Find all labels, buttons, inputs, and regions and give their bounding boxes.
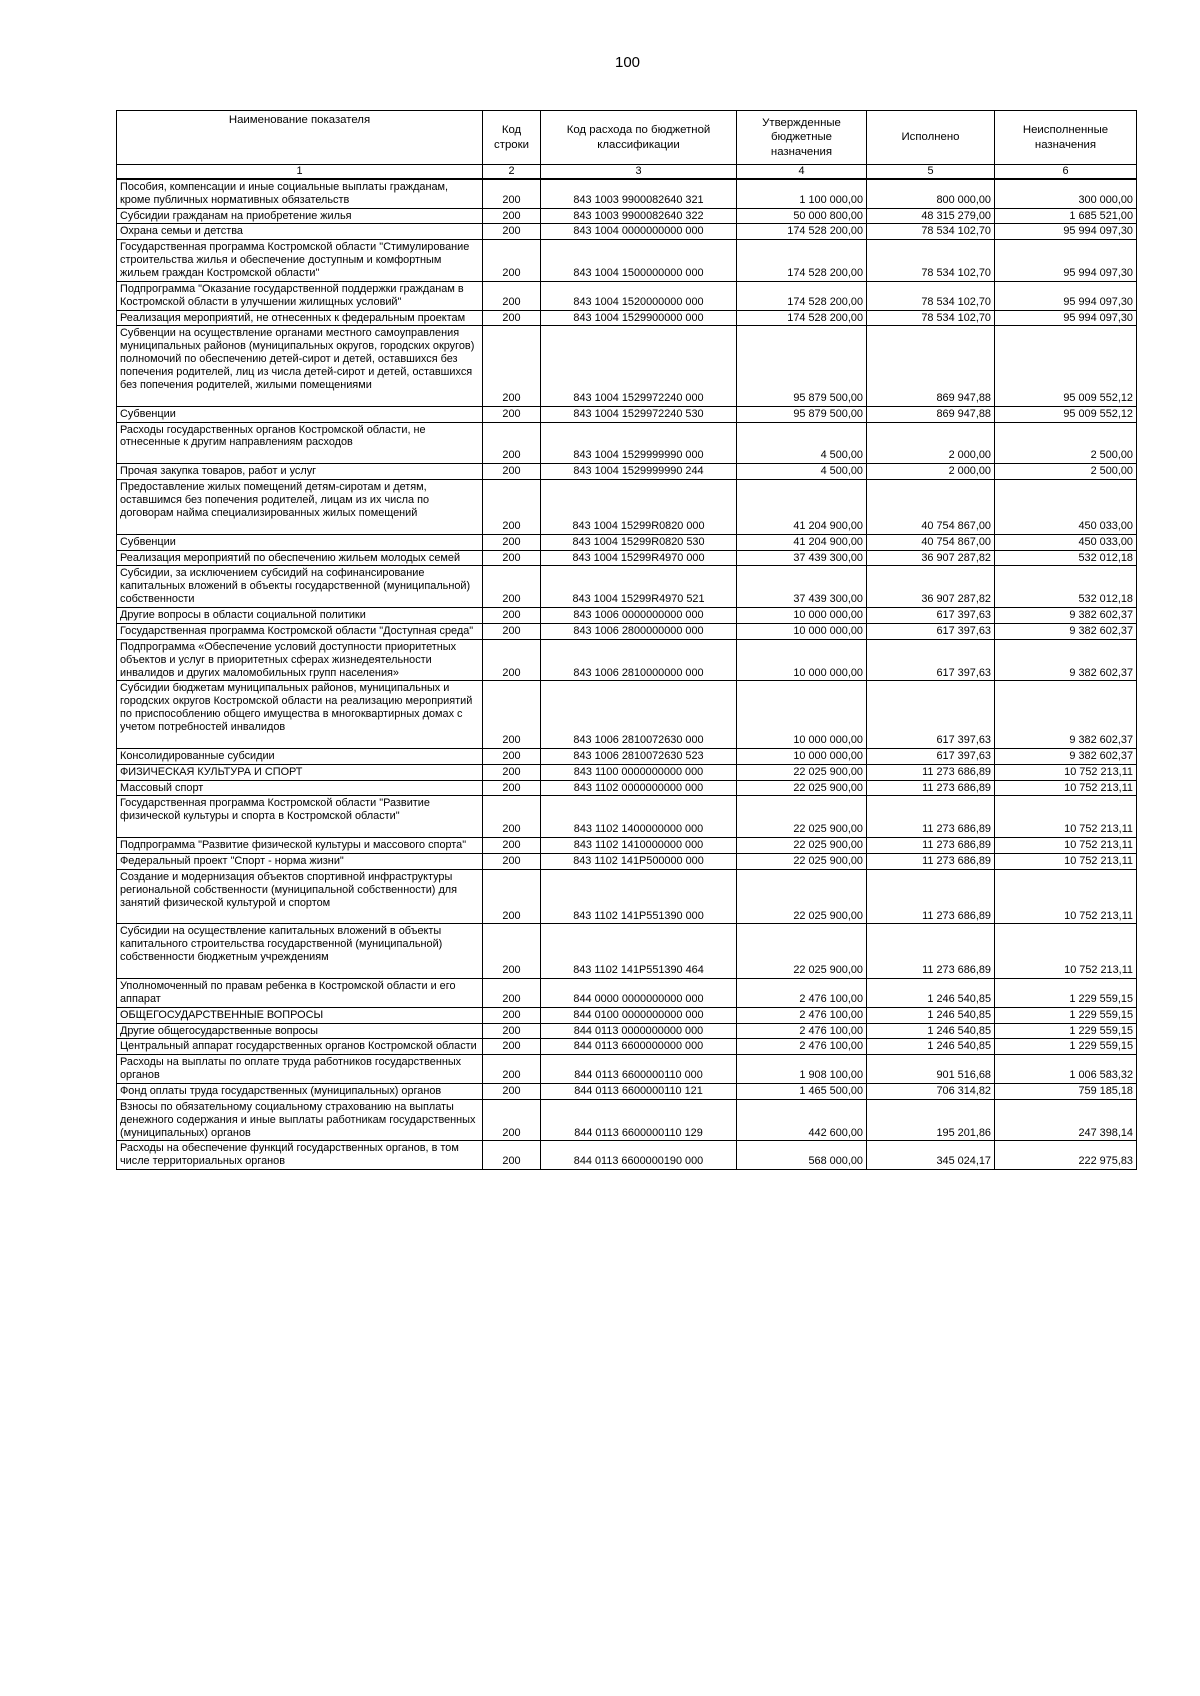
row-unexecuted-amount: 1 229 559,15 [995,1039,1137,1055]
row-approved-amount: 442 600,00 [737,1099,867,1141]
row-executed-amount: 617 397,63 [867,639,995,681]
row-unexecuted-amount: 9 382 602,37 [995,639,1137,681]
row-line-code: 200 [483,480,541,535]
table-row [117,422,1137,464]
row-line-code: 200 [483,681,541,748]
row-name: Пособия, компенсации и иные социальные выплаты гражданам, кроме публичных нормативных обязательств [117,179,483,208]
row-unexecuted-amount: 10 752 213,11 [995,796,1137,838]
row-expense-code: 844 0113 6600000110 000 [541,1055,737,1084]
row-name: Государственная программа Костромской области "Стимулирование строительства жилья и обеспечение доступным и комфортным жильем граждан Костромской области" [117,240,483,282]
row-name: Реализация мероприятий, не отнесенных к федеральным проектам [117,310,483,326]
row-approved-amount: 1 908 100,00 [737,1055,867,1084]
row-approved-amount: 4 500,00 [737,422,867,464]
table-row [117,550,1137,566]
table-row [117,978,1137,1007]
row-approved-amount: 10 000 000,00 [737,623,867,639]
row-expense-code: 843 1006 2810072630 000 [541,681,737,748]
header-executed: Исполнено [867,111,995,165]
row-unexecuted-amount: 450 033,00 [995,534,1137,550]
table-row [117,623,1137,639]
row-approved-amount: 22 025 900,00 [737,853,867,869]
row-approved-amount: 2 476 100,00 [737,978,867,1007]
column-number: 5 [867,165,995,179]
row-executed-amount: 195 201,86 [867,1099,995,1141]
row-approved-amount: 22 025 900,00 [737,924,867,979]
table-row [117,566,1137,608]
row-expense-code: 844 0100 0000000000 000 [541,1007,737,1023]
row-executed-amount: 11 273 686,89 [867,780,995,796]
row-name: Субсидии, за исключением субсидий на софинансирование капитальных вложений в объекты государственной (муниципальной) собственности [117,566,483,608]
row-approved-amount: 2 476 100,00 [737,1039,867,1055]
row-line-code: 200 [483,838,541,854]
row-approved-amount: 174 528 200,00 [737,281,867,310]
row-unexecuted-amount: 95 994 097,30 [995,224,1137,240]
row-line-code: 200 [483,796,541,838]
row-approved-amount: 41 204 900,00 [737,534,867,550]
row-unexecuted-amount: 10 752 213,11 [995,924,1137,979]
row-executed-amount: 800 000,00 [867,179,995,208]
table-row [117,464,1137,480]
row-line-code: 200 [483,240,541,282]
row-line-code: 200 [483,224,541,240]
row-line-code: 200 [483,764,541,780]
row-approved-amount: 37 439 300,00 [737,550,867,566]
row-line-code: 200 [483,924,541,979]
row-name: Предоставление жилых помещений детям-сиротам и детям, оставшимся без попечения родителей, лицам из их числа по договорам найма специализированных жилых помещений [117,480,483,535]
row-approved-amount: 2 476 100,00 [737,1023,867,1039]
row-expense-code: 843 1102 141P551390 464 [541,924,737,979]
row-executed-amount: 11 273 686,89 [867,853,995,869]
row-expense-code: 844 0113 6600000110 121 [541,1083,737,1099]
row-executed-amount: 11 273 686,89 [867,838,995,854]
row-executed-amount: 78 534 102,70 [867,281,995,310]
row-unexecuted-amount: 10 752 213,11 [995,853,1137,869]
row-name: Подпрограмма «Обеспечение условий доступности приоритетных объектов и услуг в приоритетных сферах жизнедеятельности инвалидов и других маломобильных групп населения» [117,639,483,681]
row-expense-code: 843 1102 0000000000 000 [541,780,737,796]
row-expense-code: 844 0113 6600000190 000 [541,1141,737,1170]
row-executed-amount: 36 907 287,82 [867,550,995,566]
row-executed-amount: 78 534 102,70 [867,240,995,282]
row-executed-amount: 11 273 686,89 [867,796,995,838]
row-approved-amount: 95 879 500,00 [737,326,867,406]
row-line-code: 200 [483,208,541,224]
row-name: Субсидии бюджетам муниципальных районов, муниципальных и городских округов Костромской области на реализацию мероприятий по приспособлению общего имущества в многоквартирных домах с учетом потребностей инвалидов [117,681,483,748]
table-row [117,281,1137,310]
row-approved-amount: 22 025 900,00 [737,764,867,780]
row-line-code: 200 [483,281,541,310]
row-executed-amount: 706 314,82 [867,1083,995,1099]
row-unexecuted-amount: 10 752 213,11 [995,838,1137,854]
row-name: Создание и модернизация объектов спортивной инфраструктуры региональной собственности (муниципальной собственности) для занятий физической культурой и спортом [117,869,483,924]
row-unexecuted-amount: 247 398,14 [995,1099,1137,1141]
table-row [117,681,1137,748]
table-body [117,179,1137,1170]
row-approved-amount: 174 528 200,00 [737,310,867,326]
table-row [117,748,1137,764]
budget-execution-table [116,110,1137,1170]
row-unexecuted-amount: 10 752 213,11 [995,780,1137,796]
row-line-code: 200 [483,464,541,480]
page-number: 100 [614,54,641,71]
row-expense-code: 843 1004 1500000000 000 [541,240,737,282]
row-approved-amount: 10 000 000,00 [737,681,867,748]
row-executed-amount: 345 024,17 [867,1141,995,1170]
table-row [117,179,1137,208]
row-expense-code: 843 1003 9900082640 322 [541,208,737,224]
row-executed-amount: 78 534 102,70 [867,224,995,240]
row-name: Центральный аппарат государственных органов Костромской области [117,1039,483,1055]
row-executed-amount: 1 246 540,85 [867,978,995,1007]
row-name: Взносы по обязательному социальному страхованию на выплаты денежного содержания и иные выплаты работникам государственных (муниципальных) органов [117,1099,483,1141]
header-name: Наименование показателя [117,111,483,165]
row-expense-code: 843 1102 1400000000 000 [541,796,737,838]
row-expense-code: 843 1004 15299R0820 530 [541,534,737,550]
row-executed-amount: 901 516,68 [867,1055,995,1084]
row-expense-code: 843 1004 1520000000 000 [541,281,737,310]
row-executed-amount: 78 534 102,70 [867,310,995,326]
table-row [117,224,1137,240]
row-line-code: 200 [483,639,541,681]
row-name: ФИЗИЧЕСКАЯ КУЛЬТУРА И СПОРТ [117,764,483,780]
column-number: 1 [117,165,483,179]
row-unexecuted-amount: 10 752 213,11 [995,869,1137,924]
row-executed-amount: 1 246 540,85 [867,1023,995,1039]
row-name: Расходы на обеспечение функций государственных органов, в том числе территориальных органов [117,1141,483,1170]
row-name: Консолидированные субсидии [117,748,483,764]
row-expense-code: 844 0113 6600000000 000 [541,1039,737,1055]
row-line-code: 200 [483,1055,541,1084]
row-executed-amount: 48 315 279,00 [867,208,995,224]
row-unexecuted-amount: 300 000,00 [995,179,1137,208]
table-row [117,639,1137,681]
table-header-row [117,111,1137,165]
row-unexecuted-amount: 1 685 521,00 [995,208,1137,224]
row-unexecuted-amount: 95 009 552,12 [995,326,1137,406]
row-expense-code: 843 1003 9900082640 321 [541,179,737,208]
row-executed-amount: 11 273 686,89 [867,924,995,979]
table-row [117,534,1137,550]
row-approved-amount: 1 100 000,00 [737,179,867,208]
row-executed-amount: 2 000,00 [867,464,995,480]
row-unexecuted-amount: 1 229 559,15 [995,1023,1137,1039]
header-unexecuted: Неисполненные назначения [995,111,1137,165]
header-approved: Утвержденные бюджетные назначения [737,111,867,165]
row-name: Подпрограмма "Оказание государственной поддержки гражданам в Костромской области в улучшении жилищных условий" [117,281,483,310]
row-expense-code: 843 1102 1410000000 000 [541,838,737,854]
row-line-code: 200 [483,1007,541,1023]
row-approved-amount: 2 476 100,00 [737,1007,867,1023]
row-unexecuted-amount: 95 994 097,30 [995,240,1137,282]
row-unexecuted-amount: 532 012,18 [995,550,1137,566]
row-name: Реализация мероприятий по обеспечению жильем молодых семей [117,550,483,566]
table-row [117,853,1137,869]
row-expense-code: 843 1004 15299R4970 521 [541,566,737,608]
row-line-code: 200 [483,422,541,464]
row-expense-code: 843 1006 0000000000 000 [541,608,737,624]
row-executed-amount: 1 246 540,85 [867,1007,995,1023]
table-row [117,764,1137,780]
row-unexecuted-amount: 2 500,00 [995,422,1137,464]
row-approved-amount: 1 465 500,00 [737,1083,867,1099]
row-approved-amount: 10 000 000,00 [737,748,867,764]
row-expense-code: 843 1100 0000000000 000 [541,764,737,780]
row-executed-amount: 617 397,63 [867,608,995,624]
row-name: Фонд оплаты труда государственных (муниципальных) органов [117,1083,483,1099]
table-row [117,406,1137,422]
table-row [117,1007,1137,1023]
row-name: Подпрограмма "Развитие физической культуры и массового спорта" [117,838,483,854]
row-executed-amount: 1 246 540,85 [867,1039,995,1055]
row-executed-amount: 40 754 867,00 [867,534,995,550]
row-name: Субсидии гражданам на приобретение жилья [117,208,483,224]
row-name: Прочая закупка товаров, работ и услуг [117,464,483,480]
row-executed-amount: 40 754 867,00 [867,480,995,535]
row-executed-amount: 617 397,63 [867,623,995,639]
row-name: Охрана семьи и детства [117,224,483,240]
table-row [117,838,1137,854]
row-line-code: 200 [483,1023,541,1039]
table-row [117,1055,1137,1084]
row-line-code: 200 [483,566,541,608]
row-executed-amount: 36 907 287,82 [867,566,995,608]
row-unexecuted-amount: 1 006 583,32 [995,1055,1137,1084]
row-unexecuted-amount: 9 382 602,37 [995,608,1137,624]
column-number: 3 [541,165,737,179]
row-approved-amount: 95 879 500,00 [737,406,867,422]
table-row [117,208,1137,224]
row-name: Субвенции [117,534,483,550]
row-unexecuted-amount: 9 382 602,37 [995,623,1137,639]
row-line-code: 200 [483,1083,541,1099]
row-name: Другие общегосударственные вопросы [117,1023,483,1039]
row-approved-amount: 22 025 900,00 [737,796,867,838]
row-approved-amount: 10 000 000,00 [737,608,867,624]
row-expense-code: 843 1004 1529972240 000 [541,326,737,406]
row-line-code: 200 [483,623,541,639]
row-line-code: 200 [483,179,541,208]
row-approved-amount: 41 204 900,00 [737,480,867,535]
row-expense-code: 843 1004 0000000000 000 [541,224,737,240]
row-line-code: 200 [483,1141,541,1170]
row-expense-code: 843 1006 2800000000 000 [541,623,737,639]
row-name: Субсидии на осуществление капитальных вложений в объекты капитального строительства государственной (муниципальной) собственности бюджетным учреждениям [117,924,483,979]
row-expense-code: 843 1004 15299R0820 000 [541,480,737,535]
row-line-code: 200 [483,978,541,1007]
table-row [117,240,1137,282]
row-approved-amount: 22 025 900,00 [737,838,867,854]
column-number-row [117,165,1137,179]
row-line-code: 200 [483,534,541,550]
row-name: Государственная программа Костромской области "Развитие физической культуры и спорта в Костромской области" [117,796,483,838]
row-line-code: 200 [483,608,541,624]
row-name: Расходы на выплаты по оплате труда работников государственных органов [117,1055,483,1084]
row-name: Субвенции на осуществление органами местного самоуправления муниципальных районов (муниципальных округов, городских округов) полномочий по обеспечению детей-сирот и детей, оставшихся без попечения родителей, лиц из числа детей-сирот и детей, оставшихся без попечения родителей, жилыми помещениями [117,326,483,406]
row-approved-amount: 22 025 900,00 [737,780,867,796]
row-name: Расходы государственных органов Костромской области, не отнесенные к другим направлениям расходов [117,422,483,464]
row-name: Массовый спорт [117,780,483,796]
header-line-code: Код строки [483,111,541,165]
row-expense-code: 844 0113 0000000000 000 [541,1023,737,1039]
table-row [117,310,1137,326]
row-line-code: 200 [483,853,541,869]
row-approved-amount: 568 000,00 [737,1141,867,1170]
row-unexecuted-amount: 95 994 097,30 [995,281,1137,310]
table-row [117,924,1137,979]
row-unexecuted-amount: 95 994 097,30 [995,310,1137,326]
row-name: Субвенции [117,406,483,422]
row-approved-amount: 4 500,00 [737,464,867,480]
row-approved-amount: 174 528 200,00 [737,224,867,240]
row-expense-code: 843 1102 141P551390 000 [541,869,737,924]
row-unexecuted-amount: 1 229 559,15 [995,1007,1137,1023]
row-unexecuted-amount: 10 752 213,11 [995,764,1137,780]
column-number: 6 [995,165,1137,179]
row-executed-amount: 617 397,63 [867,681,995,748]
row-executed-amount: 2 000,00 [867,422,995,464]
table-row [117,796,1137,838]
row-executed-amount: 617 397,63 [867,748,995,764]
row-executed-amount: 11 273 686,89 [867,869,995,924]
row-unexecuted-amount: 450 033,00 [995,480,1137,535]
row-line-code: 200 [483,326,541,406]
row-line-code: 200 [483,748,541,764]
row-line-code: 200 [483,1039,541,1055]
table-row [117,1141,1137,1170]
header-expense-code: Код расхода по бюджетной классификации [541,111,737,165]
row-approved-amount: 37 439 300,00 [737,566,867,608]
row-expense-code: 843 1004 1529999990 000 [541,422,737,464]
row-expense-code: 843 1102 141P500000 000 [541,853,737,869]
row-name: Уполномоченный по правам ребенка в Костромской области и его аппарат [117,978,483,1007]
table-row [117,608,1137,624]
row-line-code: 200 [483,1099,541,1141]
row-name: Другие вопросы в области социальной политики [117,608,483,624]
table-row [117,1039,1137,1055]
table-row [117,326,1137,406]
table-row [117,1023,1137,1039]
row-executed-amount: 869 947,88 [867,406,995,422]
row-line-code: 200 [483,406,541,422]
row-expense-code: 843 1004 1529999990 244 [541,464,737,480]
row-line-code: 200 [483,310,541,326]
table-row [117,1083,1137,1099]
row-expense-code: 844 0113 6600000110 129 [541,1099,737,1141]
row-name: ОБЩЕГОСУДАРСТВЕННЫЕ ВОПРОСЫ [117,1007,483,1023]
row-approved-amount: 50 000 800,00 [737,208,867,224]
row-unexecuted-amount: 2 500,00 [995,464,1137,480]
row-unexecuted-amount: 759 185,18 [995,1083,1137,1099]
row-unexecuted-amount: 9 382 602,37 [995,681,1137,748]
row-line-code: 200 [483,550,541,566]
row-executed-amount: 11 273 686,89 [867,764,995,780]
table-row [117,1099,1137,1141]
row-expense-code: 843 1006 2810000000 000 [541,639,737,681]
row-line-code: 200 [483,869,541,924]
row-unexecuted-amount: 1 229 559,15 [995,978,1137,1007]
table-row [117,869,1137,924]
row-expense-code: 844 0000 0000000000 000 [541,978,737,1007]
row-unexecuted-amount: 95 009 552,12 [995,406,1137,422]
column-number: 2 [483,165,541,179]
column-number: 4 [737,165,867,179]
row-expense-code: 843 1004 15299R4970 000 [541,550,737,566]
table-row [117,780,1137,796]
row-expense-code: 843 1004 1529900000 000 [541,310,737,326]
row-approved-amount: 10 000 000,00 [737,639,867,681]
row-approved-amount: 22 025 900,00 [737,869,867,924]
row-expense-code: 843 1004 1529972240 530 [541,406,737,422]
row-name: Федеральный проект "Спорт - норма жизни" [117,853,483,869]
table-row [117,480,1137,535]
row-unexecuted-amount: 222 975,83 [995,1141,1137,1170]
row-expense-code: 843 1006 2810072630 523 [541,748,737,764]
row-unexecuted-amount: 9 382 602,37 [995,748,1137,764]
row-approved-amount: 174 528 200,00 [737,240,867,282]
row-name: Государственная программа Костромской области "Доступная среда" [117,623,483,639]
row-executed-amount: 869 947,88 [867,326,995,406]
row-line-code: 200 [483,780,541,796]
row-unexecuted-amount: 532 012,18 [995,566,1137,608]
